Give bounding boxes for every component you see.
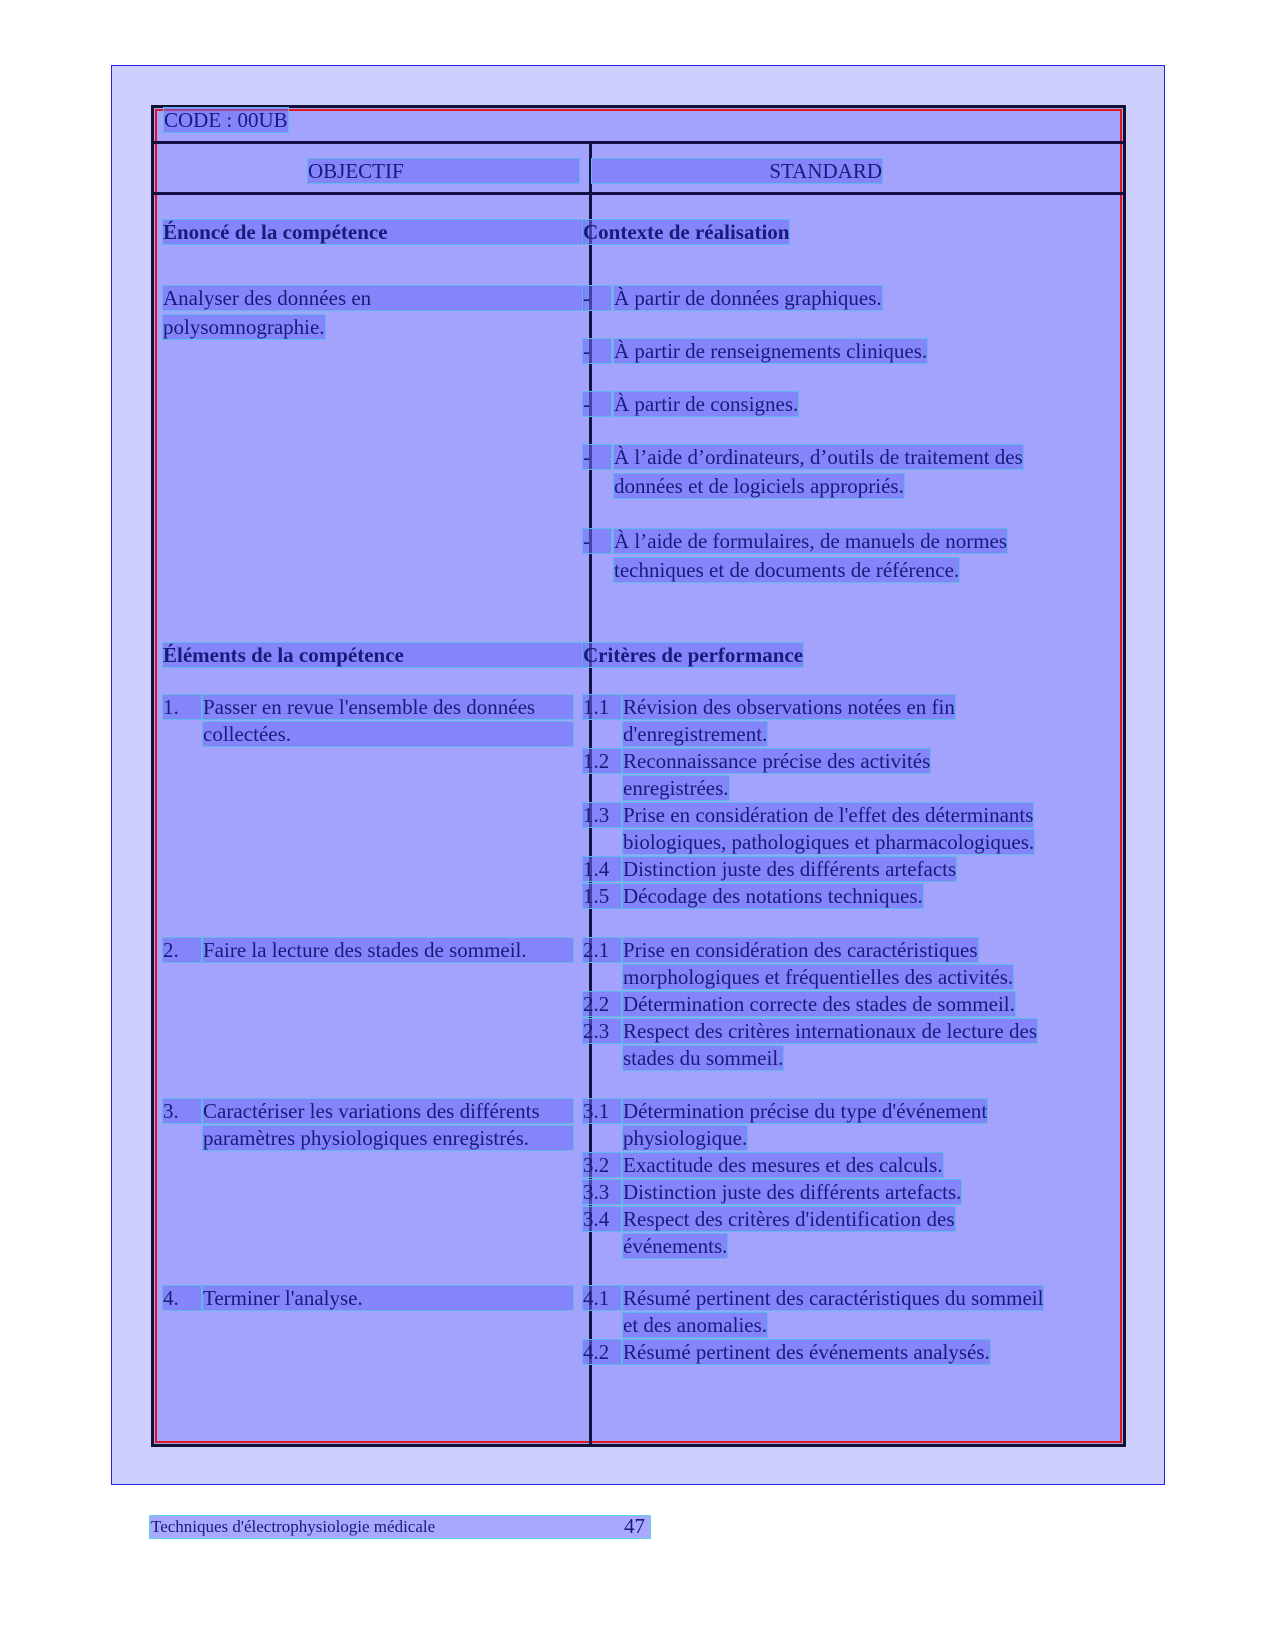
critere-number: 1.2 xyxy=(583,749,621,773)
element-number: 4. xyxy=(163,1286,201,1310)
element-line: Caractériser les variations des différents xyxy=(203,1099,573,1123)
contexte-dash: - xyxy=(583,529,611,553)
critere-number: 3.2 xyxy=(583,1153,621,1177)
critere-number: 3.4 xyxy=(583,1207,621,1231)
elements-title: Éléments de la compétence xyxy=(163,643,584,667)
critere-line: Distinction juste des différents artefacts xyxy=(623,857,957,881)
criteres-title: Critères de performance xyxy=(583,643,804,667)
element-number: 1. xyxy=(163,695,201,719)
contexte-item-line: À partir de données graphiques. xyxy=(614,286,882,310)
enonce-title: Énoncé de la compétence xyxy=(163,220,584,244)
enonce-line-2: polysomnographie. xyxy=(163,315,325,339)
critere-line: Exactitude des mesures et des calculs. xyxy=(623,1153,943,1177)
critere-line: Respect des critères internationaux de lecture des xyxy=(623,1019,1037,1043)
contexte-item-line: À partir de consignes. xyxy=(614,392,799,416)
critere-number: 1.5 xyxy=(583,884,621,908)
critere-number: 2.1 xyxy=(583,938,621,962)
contexte-dash: - xyxy=(583,339,611,363)
critere-number: 1.1 xyxy=(583,695,621,719)
critere-line: Reconnaissance précise des activités xyxy=(623,749,931,773)
critere-number: 1.3 xyxy=(583,803,621,827)
critere-number: 4.2 xyxy=(583,1340,621,1364)
critere-line: physiologique. xyxy=(623,1126,748,1150)
critere-line: d'enregistrement. xyxy=(623,722,768,746)
objectif-header: OBJECTIF xyxy=(308,159,579,183)
element-line: Passer en revue l'ensemble des données xyxy=(203,695,573,719)
critere-line: Détermination correcte des stades de sommeil. xyxy=(623,992,1015,1016)
contexte-dash: - xyxy=(583,286,611,310)
critere-line: stades du sommeil. xyxy=(623,1046,784,1070)
critere-line: Prise en considération des caractéristiques xyxy=(623,938,978,962)
page-number: 47 xyxy=(624,1514,645,1538)
competence-table xyxy=(151,105,1126,1447)
contexte-item-line: À l’aide de formulaires, de manuels de normes xyxy=(614,529,1008,553)
element-line: paramètres physiologiques enregistrés. xyxy=(203,1126,573,1150)
critere-line: Respect des critères d'identification des xyxy=(623,1207,955,1231)
critere-line: et des anomalies. xyxy=(623,1313,768,1337)
contexte-item-line: techniques et de documents de référence. xyxy=(614,558,960,582)
contexte-item-line: À partir de renseignements cliniques. xyxy=(614,339,928,363)
critere-line: Décodage des notations techniques. xyxy=(623,884,923,908)
contexte-item-line: À l’aide d’ordinateurs, d’outils de traitement des xyxy=(614,445,1023,469)
code-label: CODE : 00UB xyxy=(164,108,288,132)
critere-number: 2.3 xyxy=(583,1019,621,1043)
contexte-dash: - xyxy=(583,445,611,469)
element-line: Terminer l'analyse. xyxy=(203,1286,573,1310)
element-line: Faire la lecture des stades de sommeil. xyxy=(203,938,573,962)
element-line: collectées. xyxy=(203,722,573,746)
critere-number: 1.4 xyxy=(583,857,621,881)
critere-line: événements. xyxy=(623,1234,728,1258)
critere-number: 2.2 xyxy=(583,992,621,1016)
element-number: 2. xyxy=(163,938,201,962)
critere-number: 3.3 xyxy=(583,1180,621,1204)
column-header-divider xyxy=(154,192,1123,195)
critere-line: biologiques, pathologiques et pharmacologiques. xyxy=(623,830,1035,854)
critere-number: 3.1 xyxy=(583,1099,621,1123)
critere-line: Révision des observations notées en fin xyxy=(623,695,955,719)
critere-line: morphologiques et fréquentielles des activités. xyxy=(623,965,1014,989)
element-number: 3. xyxy=(163,1099,201,1123)
critere-line: Prise en considération de l'effet des déterminants xyxy=(623,803,1034,827)
critere-line: Distinction juste des différents artefacts. xyxy=(623,1180,962,1204)
critere-line: Résumé pertinent des caractéristiques du sommeil xyxy=(623,1286,1044,1310)
enonce-line-1: Analyser des données en xyxy=(163,286,584,310)
critere-number: 4.1 xyxy=(583,1286,621,1310)
contexte-item-line: données et de logiciels appropriés. xyxy=(614,474,904,498)
standard-header: STANDARD xyxy=(592,159,882,183)
critere-line: enregistrées. xyxy=(623,776,729,800)
footer-text: Techniques d'électrophysiologie médicale xyxy=(151,1517,436,1536)
contexte-dash: - xyxy=(583,392,611,416)
contexte-title: Contexte de réalisation xyxy=(583,220,790,244)
header-divider xyxy=(154,141,1123,144)
critere-line: Résumé pertinent des événements analysés. xyxy=(623,1340,990,1364)
critere-line: Détermination précise du type d'événement xyxy=(623,1099,988,1123)
